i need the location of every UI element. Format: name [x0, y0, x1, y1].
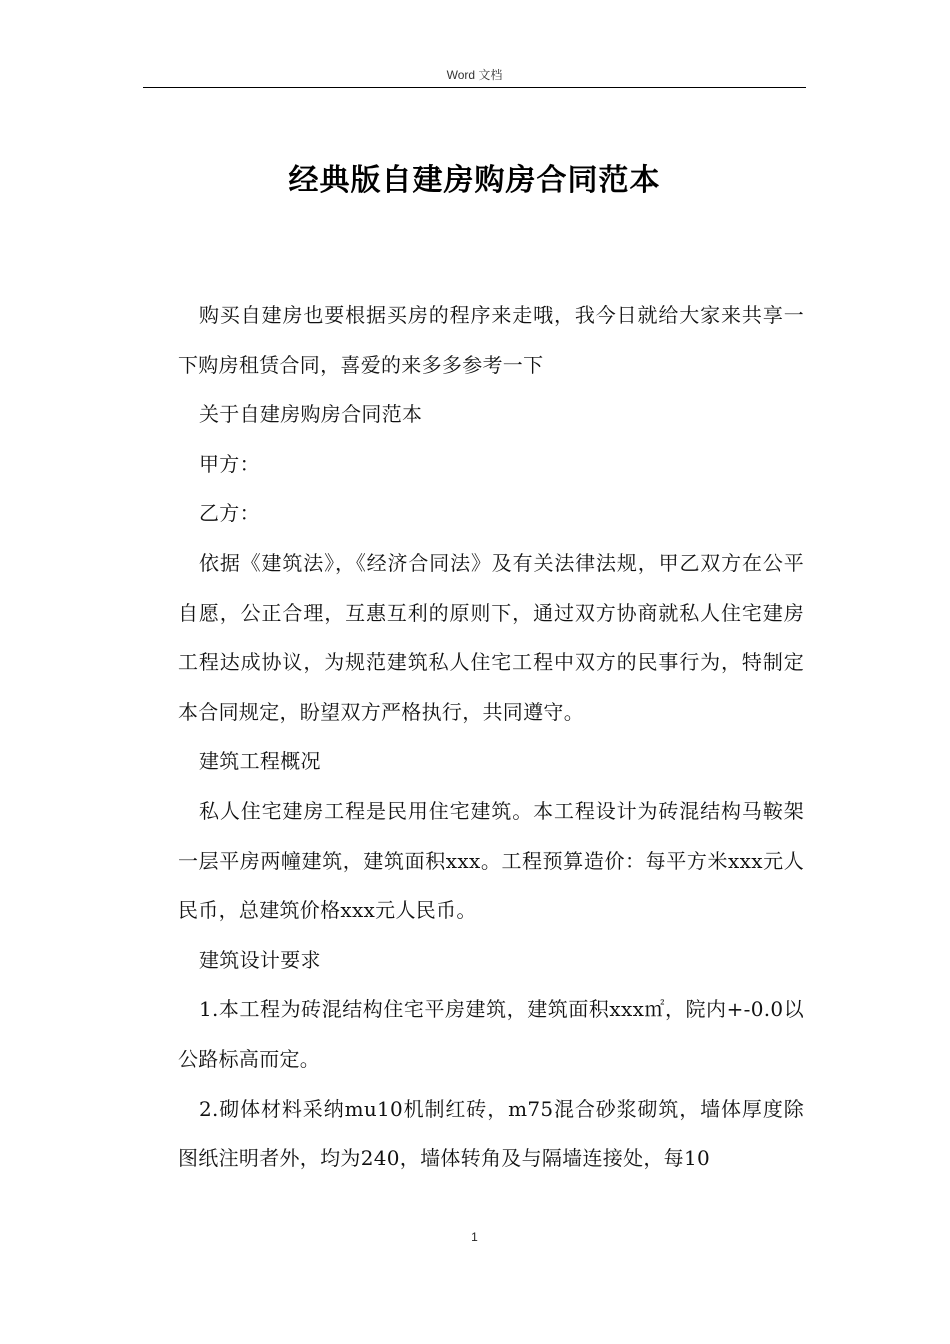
document-title: 经典版自建房购房合同范本: [288, 163, 661, 198]
page-number: 1: [471, 1230, 478, 1244]
paragraph-overview: 私人住宅建房工程是民用住宅建筑。本工程设计为砖混结构马鞍架一层平房两幢建筑，建筑面积xxx。工程预算造价：每平方米xxx元人民币，总建筑价格xxx元人民币。: [178, 798, 804, 923]
document-body: [178, 291, 804, 1184]
paragraph-party-b: 乙方：: [199, 501, 260, 526]
paragraph-party-a: 甲方：: [199, 451, 260, 476]
paragraph-heading-overview: 建筑工程概况: [199, 749, 321, 774]
page-header: Word 文档: [446, 68, 503, 82]
paragraph-design-1: 1.本工程为砖混结构住宅平房建筑，建筑面积xxx㎡，院内+-0.0以公路标高而定。: [178, 997, 804, 1071]
paragraph-design-2: 2.砌体材料采纳mu10机制红砖，m75混合砂浆砌筑，墙体厚度除图纸注明者外，均为240，墙体转角及与隔墙连接处，每10: [178, 1096, 804, 1171]
paragraph-intro: 购买自建房也要根据买房的程序来走哦，我今日就给大家来共享一下购房租赁合同，喜爱的来多多参考一下: [178, 303, 804, 377]
paragraph-legal-basis: 依据《建筑法》，《经济合同法》及有关法律法规，甲乙双方在公平自愿，公正合理，互惠互利的原则下，通过双方协商就私人住宅建房工程达成协议，为规范建筑私人住宅工程中双方的民事行为，特制定本合同规定，盼望双方严格执行，共同遵守。: [178, 550, 804, 724]
paragraph-heading-design: 建筑设计要求: [199, 947, 321, 972]
paragraph-heading-contract: 关于自建房购房合同范本: [199, 402, 423, 427]
header-divider: [143, 87, 806, 88]
